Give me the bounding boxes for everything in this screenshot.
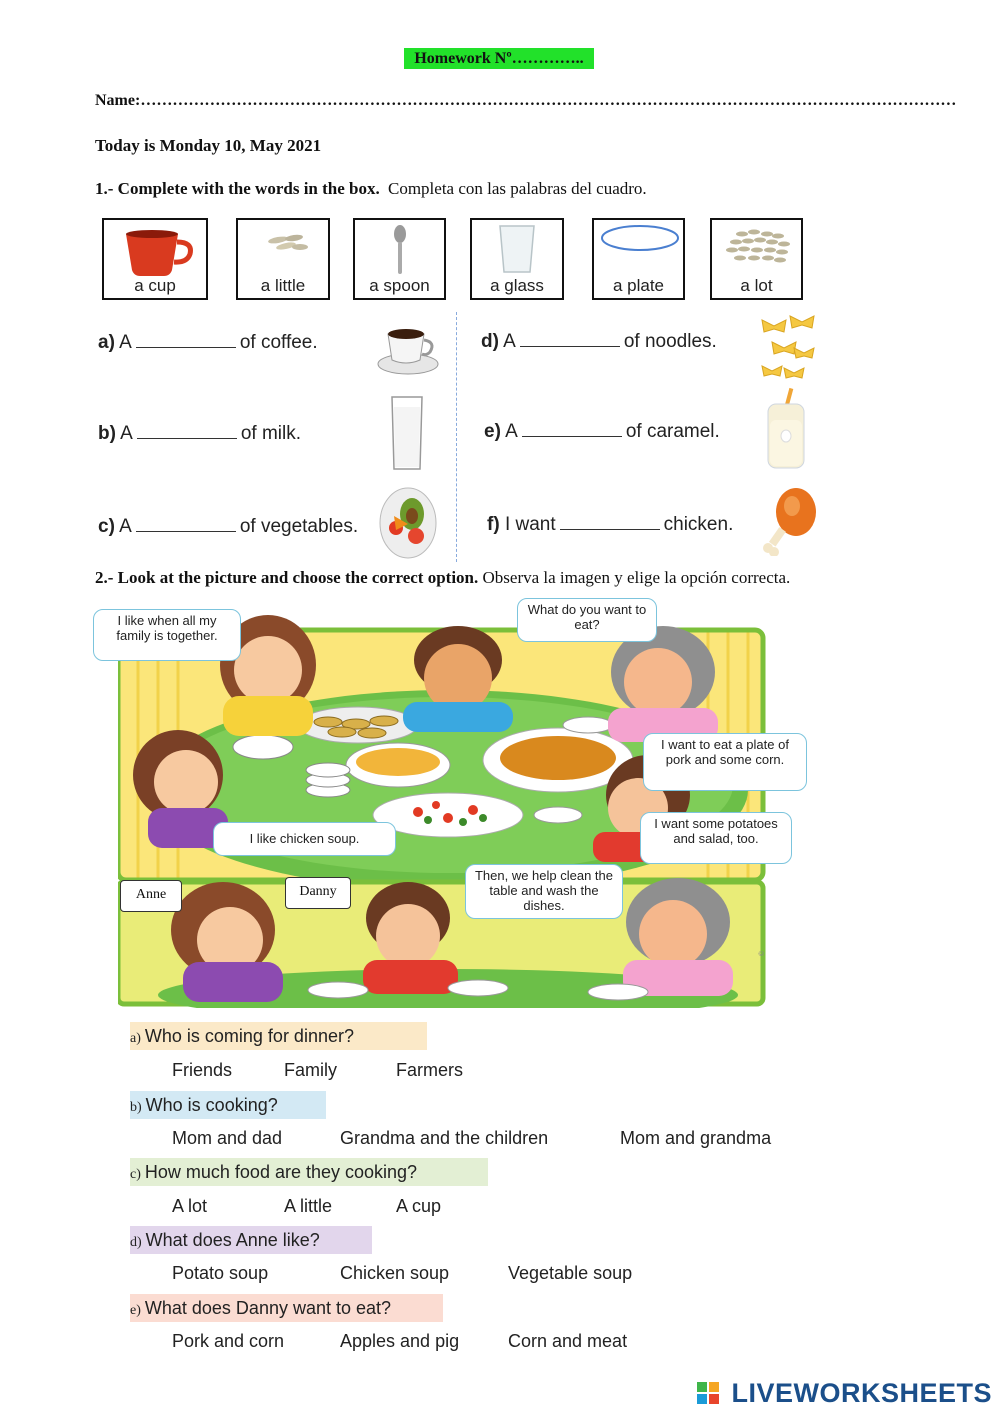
exercise1-item-b [98,423,301,445]
word-box-label: a plate [612,276,665,295]
item-letter: f) [487,514,500,535]
question-text: What does Anne like? [145,1230,320,1250]
question-text: Who is cooking? [145,1095,278,1115]
word-box-glass [470,218,564,300]
option[interactable]: Corn and meat [508,1331,628,1351]
word-box-label: a cup [134,276,176,295]
option[interactable]: Friends [172,1060,233,1080]
item-after: of milk. [240,423,302,444]
exercise1-instruction-en: 1.- Complete with the words in the box. [95,179,380,198]
item-letter: a) [98,332,115,353]
option[interactable]: Apples and pig [340,1331,460,1351]
question-c [130,1158,488,1186]
glass-icon [472,220,566,280]
question-letter: a) [130,1031,141,1046]
word-box-cup [102,218,208,300]
word-box-spoon [353,218,446,300]
plate-icon [594,220,687,280]
item-after: of noodles. [623,331,717,352]
answer-blank[interactable] [520,333,620,347]
spoon-icon [355,220,448,280]
item-after: chicken. [663,514,734,535]
speech-bubble: I like when all my family is together. [93,609,241,661]
item-letter: b) [98,423,116,444]
option[interactable]: A cup [396,1196,442,1216]
word-box-label: a glass [490,276,544,295]
word-box-label: a lot [740,276,773,295]
exercise1-instruction [95,179,647,199]
option[interactable]: Mom and grandma [620,1128,772,1148]
question-letter: d) [130,1235,142,1250]
item-before: A [119,332,132,353]
question-text: What does Danny want to eat? [144,1298,392,1318]
item-after: of vegetables. [239,516,359,537]
cup-icon [104,220,210,280]
date-line: Today is Monday 10, May 2021 [95,136,322,155]
speech-bubble: I like chicken soup. [213,822,396,856]
illustration-credit: © [759,950,767,957]
option[interactable]: Family [284,1060,337,1080]
exercise1-item-e [484,421,720,443]
option[interactable]: Potato soup [172,1263,269,1283]
word-box-lot [710,218,803,300]
answer-blank[interactable] [136,518,236,532]
name-tag-danny: Danny [285,877,351,909]
speech-bubble: I want some potatoes and salad, too. [640,812,792,864]
item-letter: d) [481,331,499,352]
word-box-plate [592,218,685,300]
noodles-icon [756,310,822,386]
chicken-leg-icon [760,484,820,556]
liveworksheets-logo[interactable]: LIVEWORKSHEETS [731,1378,992,1408]
exercise1-item-a [98,332,318,354]
name-line: Name:……………………………………………………………………………………………………………………………………… [95,92,957,109]
question-letter: e) [130,1303,141,1318]
speech-bubble: I want to eat a plate of pork and some corn. [643,733,807,791]
question-e [130,1294,443,1322]
column-divider [456,312,457,562]
exercise1-item-f [487,514,733,536]
item-before: A [505,421,518,442]
exercise2-instruction [95,568,790,588]
exercise1-item-d [481,331,717,353]
item-before: A [119,516,132,537]
answer-blank[interactable] [522,423,622,437]
word-box-label: a spoon [369,276,430,295]
question-text: How much food are they cooking? [144,1162,418,1182]
item-before: I want [504,514,556,535]
question-b [130,1091,326,1119]
question-d [130,1226,372,1254]
question-text: Who is coming for dinner? [144,1026,354,1046]
option[interactable]: A little [284,1196,333,1216]
item-after: of caramel. [625,421,720,442]
question-letter: b) [130,1100,142,1115]
question-letter: c) [130,1167,141,1182]
option[interactable]: Chicken soup [340,1263,450,1283]
item-before: A [503,331,516,352]
rice-grains-icon [238,220,332,280]
caramel-jar-icon [764,386,808,472]
item-letter: e) [484,421,501,442]
item-before: A [120,423,133,444]
family-dinner-illustration [118,600,768,1008]
option[interactable]: Grandma and the children [340,1128,549,1148]
answer-blank[interactable] [560,516,660,530]
milk-glass-icon [388,393,428,473]
answer-blank[interactable] [136,334,236,348]
option[interactable]: Farmers [396,1060,463,1080]
rice-pile-icon [712,220,805,280]
coffee-cup-icon [372,312,444,384]
question-a [130,1022,427,1050]
word-box-label: a little [260,276,306,295]
exercise1-instruction-es: Completa con las palabras del cuadro. [388,179,647,198]
option[interactable]: A lot [172,1196,208,1216]
item-letter: c) [98,516,115,537]
name-tag-anne: Anne [120,880,182,912]
liveworksheets-logo-icon [697,1382,719,1404]
speech-bubble: Then, we help clean the table and wash the dishes. [465,864,623,919]
option[interactable]: Pork and corn [172,1331,285,1351]
exercise2-instruction-es: Observa la imagen y elige la opción correcta. [482,568,791,587]
answer-blank[interactable] [137,425,237,439]
option[interactable]: Mom and dad [172,1128,283,1148]
vegetables-plate-icon [378,486,438,560]
homework-title: Homework Nº………….. [404,48,594,69]
item-after: of coffee. [239,332,318,353]
exercise2-instruction-en: 2.- Look at the picture and choose the correct option. [95,568,479,587]
word-box-little [236,218,330,300]
speech-bubble: What do you want to eat? [517,598,657,642]
option[interactable]: Vegetable soup [508,1263,633,1283]
exercise1-item-c [98,516,358,538]
